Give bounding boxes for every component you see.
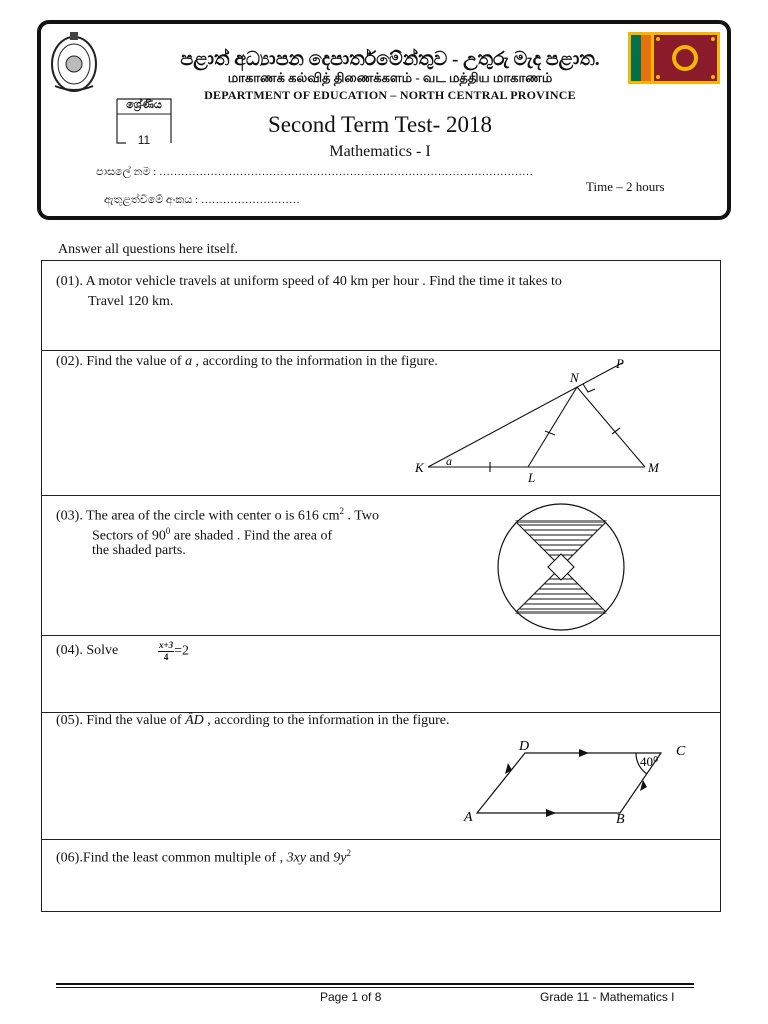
parallelogram-figure [460,735,700,830]
question-3-line-3: the shaded parts. [92,543,186,558]
question-number: (04). [56,643,83,658]
fraction-denominator: 4 [163,652,169,662]
department-title: DEPARTMENT OF EDUCATION – NORTH CENTRAL PROVINCE [204,88,576,102]
index-label: ඇතුළත්වීමේ අංකය : [104,194,199,206]
fraction [158,640,174,663]
row-divider [42,495,720,496]
question-text: Sectors of 90 [92,528,166,544]
sri-lanka-emblem-icon [49,28,99,94]
page-number: Page 1 of 8 [320,990,382,1004]
row-divider [42,839,720,840]
term-9y2: 9y [333,850,347,866]
time-allowed: Time – 2 hours [586,179,665,194]
question-5 [56,711,449,731]
instruction: Answer all questions here itself. [58,242,239,257]
footer-rule-thin [56,987,694,988]
question-1-line-2: Travel 120 km. [88,294,174,309]
variable-a: a [185,354,193,369]
fraction-numerator: x+3 [159,640,174,650]
and-word: and [309,850,330,866]
label-C: C [676,744,686,759]
label-P: P [616,356,624,371]
tamil-title: மாகாணக் கல்வித் திணைக்களம் - வட மத்திய மாகாணம் [227,70,553,85]
school-name-field [96,166,533,179]
equation [158,640,189,663]
footer-grade-subject: Grade 11 - Mathematics I [540,990,675,1004]
subject-title: Mathematics - I [329,143,431,160]
question-text-tail: are shaded . Find the area of [173,528,333,544]
question-text-tail: , according to the information in the figure. [207,713,450,728]
superscript: 0 [165,526,171,536]
superscript: 2 [346,848,351,858]
index-number-field [104,194,300,207]
row-divider [42,635,720,636]
angle-AD: ÂD [185,713,204,728]
school-dots: ………………………………………………………………………………………… [159,166,534,178]
equation-rhs: =2 [174,643,190,659]
label-L: L [528,470,536,485]
label-A: A [464,810,473,825]
label-N: N [570,370,579,385]
question-number: (02). [56,354,83,369]
school-label: පාසලේ නම : [96,166,157,178]
question-1 [56,272,562,292]
label-B: B [616,812,625,827]
question-text: Solve [86,643,119,658]
question-text: Find the value of [86,713,182,728]
label-D: D [519,739,530,754]
question-number: (05). [56,713,83,728]
question-text: Find the least common multiple of , [82,850,284,866]
sinhala-title: පළාත් අධ්‍යාපන දෙපාර්තමේන්තුව - උතුරු මැද පළාත. [180,49,600,70]
label-M: M [648,460,659,475]
question-text-tail: , according to the information in the figure. [195,354,438,369]
angle-label-a: a [446,454,452,468]
question-6 [56,843,351,869]
grade-label: ශ්‍රේණිය [126,99,162,111]
question-text-tail: . Two [347,508,379,524]
question-text: Find the value of [86,354,182,369]
grade-value: 11 [137,133,151,147]
question-text: A motor vehicle travels at uniform speed of 40 km per hour . Find the time it takes to [85,274,562,289]
test-title: Second Term Test- 2018 [268,112,492,137]
question-number: (01). [56,274,83,289]
angle-40: 40⁰ [640,754,659,769]
triangle-figure [400,350,700,490]
question-number: (03). [56,508,83,524]
question-4 [56,641,118,661]
footer-rule [56,983,694,985]
question-number: (06). [56,850,83,866]
sri-lanka-flag-icon [628,32,720,84]
question-text: The area of the circle with center o is 616 cm [86,508,340,524]
circle-figure [495,502,627,632]
question-2 [56,352,438,372]
superscript: 2 [339,506,345,516]
index-dots: ……………………… [200,194,300,206]
label-K: K [415,460,424,475]
term-3xy: 3xy [286,850,307,866]
